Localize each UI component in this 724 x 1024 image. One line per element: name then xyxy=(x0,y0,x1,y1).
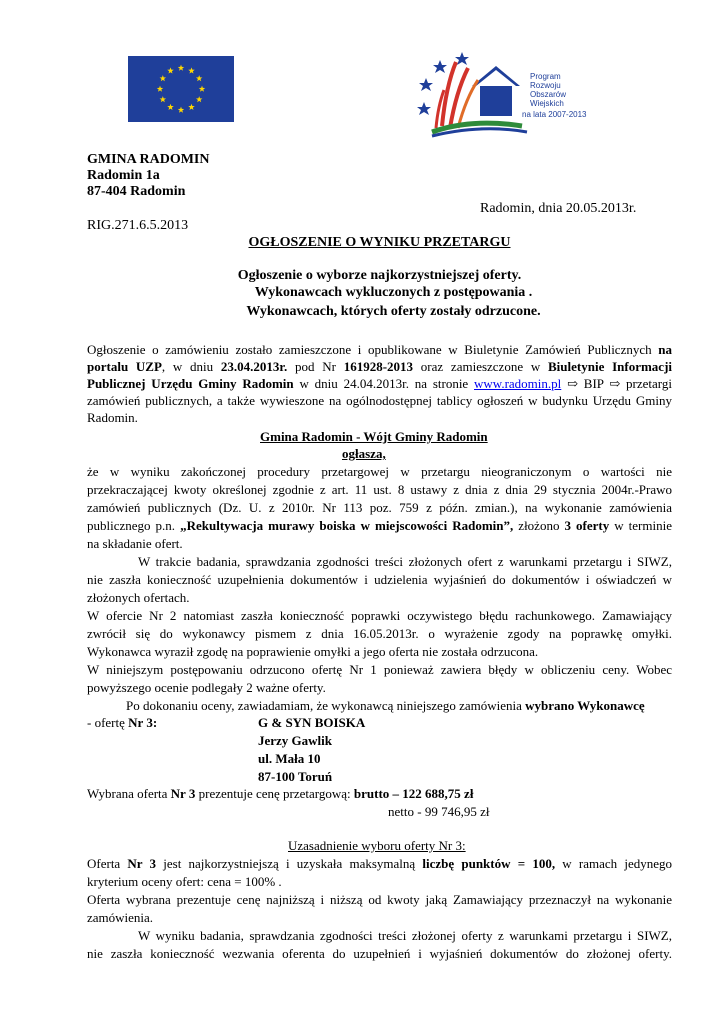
body-line: na składanie ofert. xyxy=(87,536,183,551)
intro-line: Publicznej Urzędu Gminy Radomin w dniu 24.04.2013r. na stronie www.radomin.pl ⇨ BIP ⇨ przetargi xyxy=(87,376,672,391)
winner-city: 87-100 Toruń xyxy=(258,769,333,784)
body-line: W ofercie Nr 2 natomiast zaszła konieczność poprawki oczywistego błędu rachunkowego. Zamawiający xyxy=(87,608,672,623)
prow-line: Obszarów xyxy=(530,90,567,99)
place-date: Radomin, dnia 20.05.2013r. xyxy=(480,201,637,216)
prow-years: na lata 2007-2013 xyxy=(522,110,587,119)
body-line: W niniejszym postępowaniu odrzucono ofertę Nr 1 ponieważ zawiera błędy w obliczeniu ceny. Wobec xyxy=(87,662,672,677)
subtitle-1: Ogłoszenie o wyborze najkorzystniejszej oferty. xyxy=(237,268,522,283)
reference-number: RIG.271.6.5.2013 xyxy=(87,218,189,233)
org-postal: 87-404 Radomin xyxy=(87,184,186,199)
body-line: nie zaszła konieczność uzupełnienia dokumentów i udzielenia wyjaśnień do dokumentów i oświadczeń w xyxy=(87,572,672,587)
intro-line: Ogłoszenie o zamówieniu zostało zamieszczone i opublikowane w Biuletynie Zamówień Publicznych na xyxy=(87,342,672,357)
body-line: zwrócił się do wykonawcy pismem z dnia 16.05.2013r. o wyrażenie zgody na poprawkę omyłki. xyxy=(87,626,672,641)
intro-line: portalu UZP, w dniu 23.04.2013r. pod Nr 161928-2013 oraz zamieszczone w Biuletynie Informacji xyxy=(87,359,673,374)
justification-line: nie zaszła konieczność wezwania oferenta do uzupełnień i wyjaśnień dokumentów do złożonej oferty. xyxy=(87,946,672,961)
eu-flag-logo xyxy=(128,56,234,122)
body-line: Po dokonaniu oceny, zawiadamiam, że wykonawcą niniejszego zamówienia wybrano Wykonawcę xyxy=(126,698,645,713)
body-line: przekraczającej kwoty określonej zgodnie z art. 11 ust. 8 ustawy z dnia z dnia 29 stycznia 2004r.-Prawo xyxy=(87,482,672,497)
announcer-verb: ogłasza, xyxy=(342,446,386,461)
body-line: że w wyniku zakończonej procedury przetargowej w przetargu nieograniczonym o wartości nie xyxy=(87,464,672,479)
radomin-website-link[interactable]: www.radomin.pl xyxy=(474,376,562,391)
prow-line: Rozwoju xyxy=(530,81,561,90)
winner-person: Jerzy Gawlik xyxy=(258,733,333,748)
intro-line: Radomin. xyxy=(87,410,138,425)
winner-label: - ofertę Nr 3: xyxy=(87,715,158,730)
justification-line: Oferta Nr 3 jest najkorzystniejszą i uzyskała maksymalną liczbę punktów = 100, w ramach jedynego xyxy=(87,856,672,871)
subtitle-2: Wykonawcach wykluczonych z postępowania . xyxy=(254,285,533,300)
justification-line: kryterium oceny ofert: cena = 100% . xyxy=(87,874,282,889)
body-line: publicznego p.n. „Rekultywacja murawy boiska w miejscowości Radomin”, złożono 3 oferty w terminie xyxy=(87,518,672,533)
prow-line: Program xyxy=(530,72,561,81)
body-line: W trakcie badania, sprawdzania zgodności treści złożonych ofert z warunkami przetargu i SIWZ, xyxy=(138,554,672,569)
winner-netto: netto - 99 746,95 zł xyxy=(388,804,490,819)
body-line: Wykonawca wyraził zgodę na poprawienie omyłki a jego oferta nie została odrzucona. xyxy=(87,644,539,659)
eu-flag-icon xyxy=(128,56,234,122)
justification-line: zamówienia. xyxy=(87,910,154,925)
org-address: Radomin 1a xyxy=(87,168,160,183)
justification-line: W wyniku badania, sprawdzania zgodności treści złożonej oferty z warunkami przetargu i SIWZ, xyxy=(138,928,672,943)
org-name: GMINA RADOMIN xyxy=(87,152,210,167)
winner-price: Wybrana oferta Nr 3 prezentuje cenę przetargową: brutto – 122 688,75 zł xyxy=(87,786,474,801)
document-title: OGŁOSZENIE O WYNIKU PRZETARGU xyxy=(248,235,511,250)
announcer-line: Gmina Radomin - Wójt Gminy Radomin xyxy=(260,429,488,444)
body-line: złożonych ofertach. xyxy=(87,590,190,605)
prow-logo xyxy=(412,46,588,138)
body-line: zamówień publicznych (Dz. U. z 2010r. Nr 113 poz. 759 z późn. zmian.), na wykonanie zamówienia xyxy=(87,500,672,515)
winner-name: G & SYN BOISKA xyxy=(258,715,366,730)
justification-line: Oferta wybrana prezentuje cenę najniższą i niższą od kwoty jaką Zamawiający przeznaczył na wykonanie xyxy=(87,892,672,907)
body-line: powyższego ocenie podlegały 2 ważne oferty. xyxy=(87,680,326,695)
winner-street: ul. Mała 10 xyxy=(258,751,321,766)
justification-heading: Uzasadnienie wyboru oferty Nr 3: xyxy=(288,838,466,853)
subtitle-3: Wykonawcach, których oferty zostały odrzucone. xyxy=(246,304,541,319)
prow-line: Wiejskich xyxy=(530,99,564,108)
intro-line: zamówień publicznych, a także wywieszone na ogólnodostępnej tablicy ogłoszeń w budynku Urzędu Gminy xyxy=(87,393,672,408)
